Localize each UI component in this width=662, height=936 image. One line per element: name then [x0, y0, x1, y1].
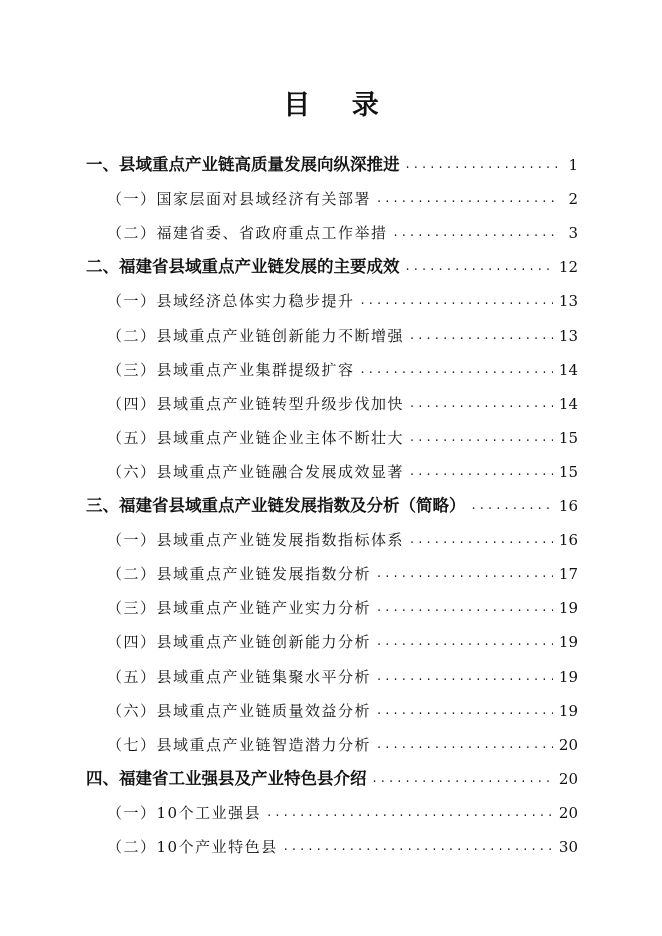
- toc-page-number: 13: [558, 292, 578, 311]
- toc-page-number: 15: [558, 428, 578, 447]
- toc-page-number: 16: [558, 531, 578, 550]
- toc-page-number: 20: [558, 769, 578, 788]
- toc-page-number: 19: [558, 701, 578, 720]
- page-title: 目 录: [283, 90, 395, 121]
- toc-page-number: 1: [568, 156, 578, 174]
- toc-entry-title: 一、县域重点产业链高质量发展向纵深推进: [86, 155, 400, 174]
- toc-section-entry[interactable]: [107, 214, 578, 244]
- toc-section-entry[interactable]: [107, 180, 578, 210]
- toc-section-entry[interactable]: [107, 385, 578, 415]
- toc-section-entry[interactable]: [107, 453, 578, 483]
- toc-entry-title: （四）县域重点产业链转型升级步伐加快: [107, 394, 405, 413]
- toc-section-entry[interactable]: [107, 419, 578, 449]
- toc-dot-leader: [267, 802, 553, 824]
- toc-entry-title: 二、福建省县域重点产业链发展的主要成效: [86, 257, 400, 277]
- toc-dot-leader: [377, 666, 553, 688]
- toc-entry-title: （五）县域重点产业链集聚水平分析: [107, 667, 372, 686]
- toc-page-number: 17: [558, 565, 578, 584]
- toc-dot-leader: [406, 154, 559, 176]
- toc-entry-title: （五）县域重点产业链企业主体不断壮大: [107, 428, 405, 447]
- toc-dot-leader: [410, 529, 553, 551]
- toc-section-entry[interactable]: [107, 351, 578, 381]
- toc-dot-leader: [377, 734, 553, 756]
- toc-section-entry[interactable]: [107, 828, 578, 858]
- toc-page-number: 19: [558, 599, 578, 618]
- toc-entry-title: （三）县域重点产业集群提级扩容: [107, 360, 355, 379]
- toc-section-entry[interactable]: [107, 555, 578, 585]
- toc-dot-leader: [406, 256, 553, 278]
- toc-chapter-entry[interactable]: [86, 487, 578, 517]
- toc-dot-leader: [284, 836, 553, 858]
- toc-entry-title: （一）县域经济总体实力稳步提升: [107, 292, 355, 311]
- toc-entry-title: 三、福建省县域重点产业链发展指数及分析（简略）: [86, 496, 466, 515]
- toc-entry-title: （一）10个工业强县: [107, 803, 262, 822]
- toc-dot-leader: [361, 290, 553, 312]
- toc-entry-title: （二）县域重点产业链创新能力不断增强: [107, 326, 405, 345]
- toc-page-number: 15: [558, 462, 578, 481]
- toc-dot-leader: [377, 631, 553, 653]
- toc-page-number: 20: [558, 735, 578, 754]
- toc-dot-leader: [472, 495, 553, 517]
- toc-page-number: 16: [558, 497, 578, 515]
- toc-section-entry[interactable]: [107, 658, 578, 688]
- toc-section-entry[interactable]: [107, 521, 578, 551]
- toc-dot-leader: [394, 222, 558, 244]
- toc-dot-leader: [361, 359, 553, 381]
- toc-page-number: 19: [558, 667, 578, 686]
- toc-page-number: 20: [558, 803, 578, 822]
- toc-dot-leader: [377, 700, 553, 722]
- toc-entry-title: （一）县域重点产业链发展指数指标体系: [107, 531, 405, 550]
- toc-entry-title: （二）福建省委、省政府重点工作举措: [107, 224, 388, 243]
- toc-entry-title: （二）10个产业特色县: [107, 838, 278, 856]
- toc-chapter-entry[interactable]: [86, 760, 578, 790]
- toc-entry-title: 四、福建省工业强县及产业特色县介绍: [86, 768, 367, 788]
- toc-page-number: 12: [558, 258, 578, 277]
- toc-page-number: 13: [558, 326, 578, 345]
- toc-entry-title: （二）县域重点产业链发展指数分析: [107, 565, 372, 584]
- toc-section-entry[interactable]: [107, 726, 578, 756]
- toc-page-number: 14: [558, 394, 578, 413]
- toc-dot-leader: [377, 597, 553, 619]
- toc-section-entry[interactable]: [107, 692, 578, 722]
- toc-dot-leader: [410, 427, 553, 449]
- toc-chapter-entry[interactable]: [86, 248, 578, 278]
- toc-section-entry[interactable]: [107, 589, 578, 619]
- toc-dot-leader: [377, 188, 558, 210]
- toc-dot-leader: [410, 461, 553, 483]
- toc-section-entry[interactable]: [107, 282, 578, 312]
- toc-page-number: 30: [558, 838, 578, 856]
- toc-page-number: 14: [558, 360, 578, 379]
- toc-entry-title: （六）县域重点产业链质量效益分析: [107, 701, 372, 720]
- toc-page-number: 2: [568, 190, 578, 209]
- toc-entry-title: （四）县域重点产业链创新能力分析: [107, 633, 372, 652]
- toc-entry-title: （六）县域重点产业链融合发展成效显著: [107, 462, 405, 481]
- toc-dot-leader: [377, 563, 553, 585]
- toc-dot-leader: [373, 768, 553, 790]
- toc-chapter-entry[interactable]: [86, 146, 578, 176]
- toc-entry-title: （七）县域重点产业链智造潜力分析: [107, 735, 372, 754]
- toc-section-entry[interactable]: [107, 317, 578, 347]
- toc-page-number: 19: [558, 633, 578, 652]
- toc-entry-title: （三）县域重点产业链产业实力分析: [107, 599, 372, 618]
- toc-page-number: 3: [568, 224, 578, 243]
- toc-entry-title: （一）国家层面对县域经济有关部署: [107, 190, 372, 209]
- toc-dot-leader: [410, 393, 553, 415]
- toc-section-entry[interactable]: [107, 794, 578, 824]
- toc-dot-leader: [410, 325, 553, 347]
- toc-section-entry[interactable]: [107, 623, 578, 653]
